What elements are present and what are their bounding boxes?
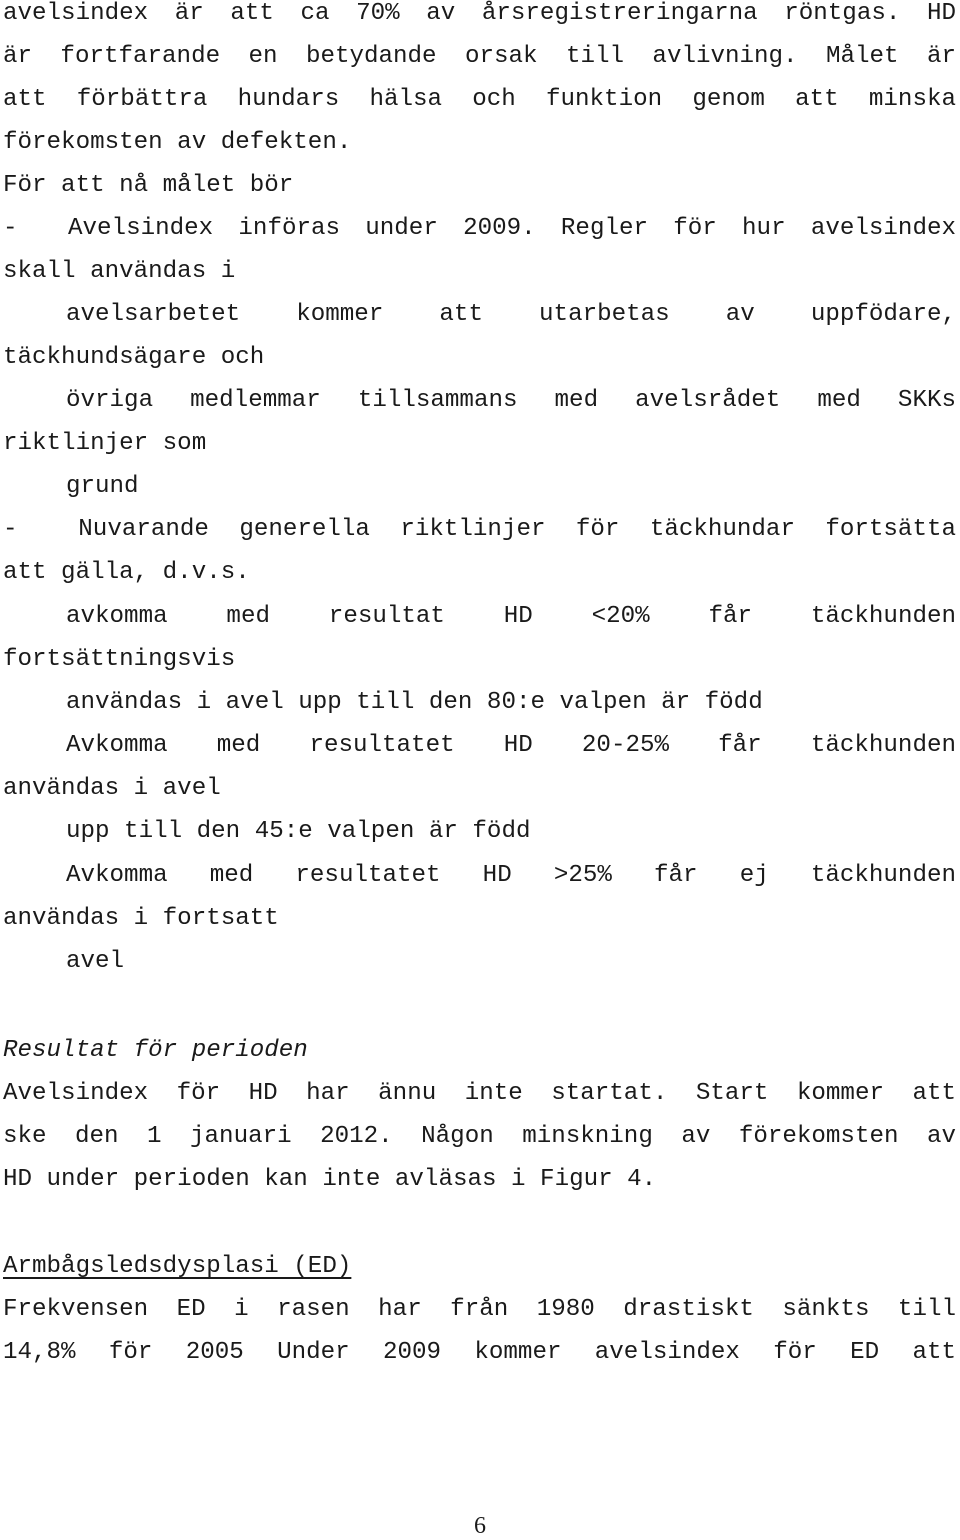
text-line: täckhundsägare och — [3, 344, 265, 371]
section-heading-results: Resultat för perioden — [3, 1037, 308, 1064]
text-line: avelsindex är att ca 70% av årsregistreringarna röntgas. HD — [3, 0, 956, 27]
text-line: förekomsten av defekten. — [3, 129, 352, 156]
text-line: ske den 1 januari 2012. Någon minskning av förekomsten av — [3, 1123, 956, 1150]
indented-line: övriga medlemmar tillsammans med avelsrådet med SKKs — [66, 387, 956, 414]
indented-line: avelsarbetet kommer att utarbetas av uppfödare, — [66, 301, 956, 328]
indented-line: avel — [66, 948, 125, 975]
text-line: är fortfarande en betydande orsak till avlivning. Målet är — [3, 43, 956, 70]
text-line: Avelsindex för HD har ännu inte startat. Start kommer att — [3, 1080, 956, 1107]
text-line: HD under perioden kan inte avläsas i Figur 4. — [3, 1166, 657, 1193]
text-line: För att nå målet bör — [3, 172, 294, 199]
text-line: att förbättra hundars hälsa och funktion genom att minska — [3, 86, 956, 113]
indented-line: avkomma med resultat HD <20% får täckhunden — [66, 603, 956, 630]
text-line: att gälla, d.v.s. — [3, 559, 250, 586]
list-item-line: - Avelsindex införas under 2009. Regler för hur avelsindex — [3, 215, 956, 242]
text-line: Frekvensen ED i rasen har från 1980 drastiskt sänkts till — [3, 1296, 956, 1323]
indented-line: grund — [66, 473, 139, 500]
text-line: skall användas i — [3, 258, 236, 285]
page-number: 6 — [474, 1513, 486, 1539]
indented-line: Avkomma med resultatet HD 20-25% får täckhunden — [66, 732, 956, 759]
indented-line: Avkomma med resultatet HD >25% får ej täckhunden — [66, 862, 956, 889]
indented-line: upp till den 45:e valpen är född — [66, 818, 531, 845]
indented-line: användas i avel upp till den 80:e valpen är född — [66, 689, 763, 716]
list-item-line: - Nuvarande generella riktlinjer för täckhundar fortsätta — [3, 516, 956, 543]
section-heading-ed: Armbågsledsdysplasi (ED) — [3, 1253, 352, 1280]
text-line: användas i avel — [3, 775, 221, 802]
text-line: användas i fortsatt — [3, 905, 279, 932]
text-line: riktlinjer som — [3, 430, 207, 457]
text-line: 14,8% för 2005 Under 2009 kommer avelsindex för ED att — [3, 1339, 956, 1366]
text-line: fortsättningsvis — [3, 646, 236, 673]
